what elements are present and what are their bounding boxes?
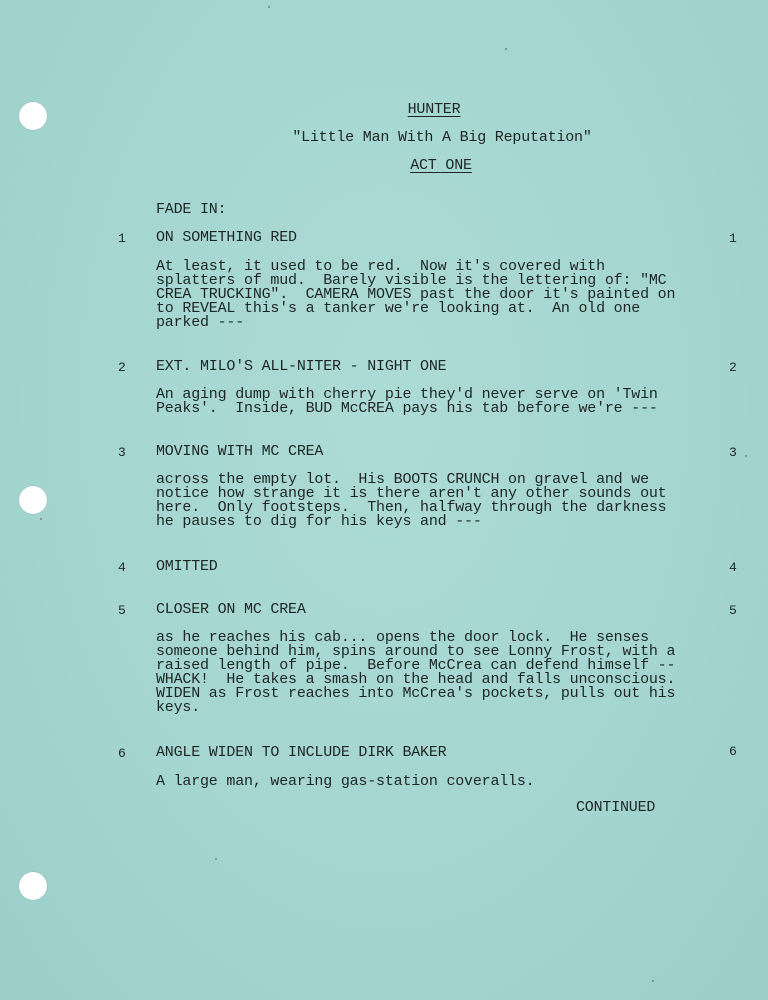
scene-number-right: 3: [729, 445, 737, 460]
scene-action-line: splatters of mud. Barely visible is the lettering of: "MC: [156, 272, 667, 289]
scene-heading: ON SOMETHING RED: [156, 229, 297, 246]
scene-number-left: 5: [118, 603, 126, 618]
scene-action-line: parked ---: [156, 314, 245, 331]
scene-number-right: 2: [729, 360, 737, 375]
scene-action-line: someone behind him, spins around to see Lonny Frost, with a: [156, 643, 676, 660]
scene-action-line: across the empty lot. His BOOTS CRUNCH on gravel and we: [156, 471, 649, 488]
binder-hole-bottom: [19, 872, 47, 900]
show-title: HUNTER: [407, 101, 461, 118]
scene-heading: MOVING WITH MC CREA: [156, 443, 324, 460]
scene-heading: OMITTED: [156, 558, 218, 575]
scene-number-left: 6: [118, 746, 126, 761]
scene-heading: EXT. MILO'S ALL-NITER - NIGHT ONE: [156, 358, 447, 375]
scene-number-right: 4: [729, 560, 737, 575]
scene-number-right: 1: [729, 231, 737, 246]
scene-action-line: WIDEN as Frost reaches into McCrea's pockets, pulls out his: [156, 685, 676, 702]
scene-action-line: Peaks'. Inside, BUD McCREA pays his tab before we're ---: [156, 400, 658, 417]
paper-speck: [652, 980, 654, 982]
scene-number-left: 4: [118, 560, 126, 575]
act-heading: ACT ONE: [410, 157, 472, 174]
binder-hole-middle: [19, 486, 47, 514]
scene-number-left: 2: [118, 360, 126, 375]
scene-action-line: as he reaches his cab... opens the door lock. He senses: [156, 629, 649, 646]
scene-action-line: notice how strange it is there aren't any other sounds out: [156, 485, 667, 502]
scene-heading: CLOSER ON MC CREA: [156, 601, 306, 618]
scene-number-right: 5: [729, 603, 737, 618]
scene-action-line: keys.: [156, 699, 201, 716]
transition-fade-in: FADE IN:: [156, 201, 227, 218]
scene-action-line: to REVEAL this's a tanker we're looking at. An old one: [156, 300, 641, 317]
scene-number-left: 3: [118, 445, 126, 460]
scene-action-line: An aging dump with cherry pie they'd never serve on 'Twin: [156, 386, 658, 403]
scene-action-line: A large man, wearing gas-station coveralls.: [156, 773, 535, 790]
scene-action-line: he pauses to dig for his keys and ---: [156, 513, 482, 530]
scene-action-line: At least, it used to be red. Now it's covered with: [156, 258, 605, 275]
scene-number-right: 6: [729, 744, 737, 759]
scene-action-line: raised length of pipe. Before McCrea can defend himself --: [156, 657, 676, 674]
continued-label: CONTINUED: [576, 799, 656, 816]
paper-speck: [268, 6, 270, 8]
scene-heading: ANGLE WIDEN TO INCLUDE DIRK BAKER: [156, 744, 447, 761]
paper-speck: [745, 455, 747, 457]
scene-number-left: 1: [118, 231, 126, 246]
paper-speck: [40, 518, 42, 520]
scene-action-line: here. Only footsteps. Then, halfway through the darkness: [156, 499, 667, 516]
scene-action-line: CREA TRUCKING". CAMERA MOVES past the door it's painted on: [156, 286, 676, 303]
episode-title: "Little Man With A Big Reputation": [292, 129, 592, 146]
paper-speck: [215, 858, 217, 860]
scene-action-line: WHACK! He takes a smash on the head and falls unconscious.: [156, 671, 676, 688]
paper-speck: [505, 48, 507, 50]
